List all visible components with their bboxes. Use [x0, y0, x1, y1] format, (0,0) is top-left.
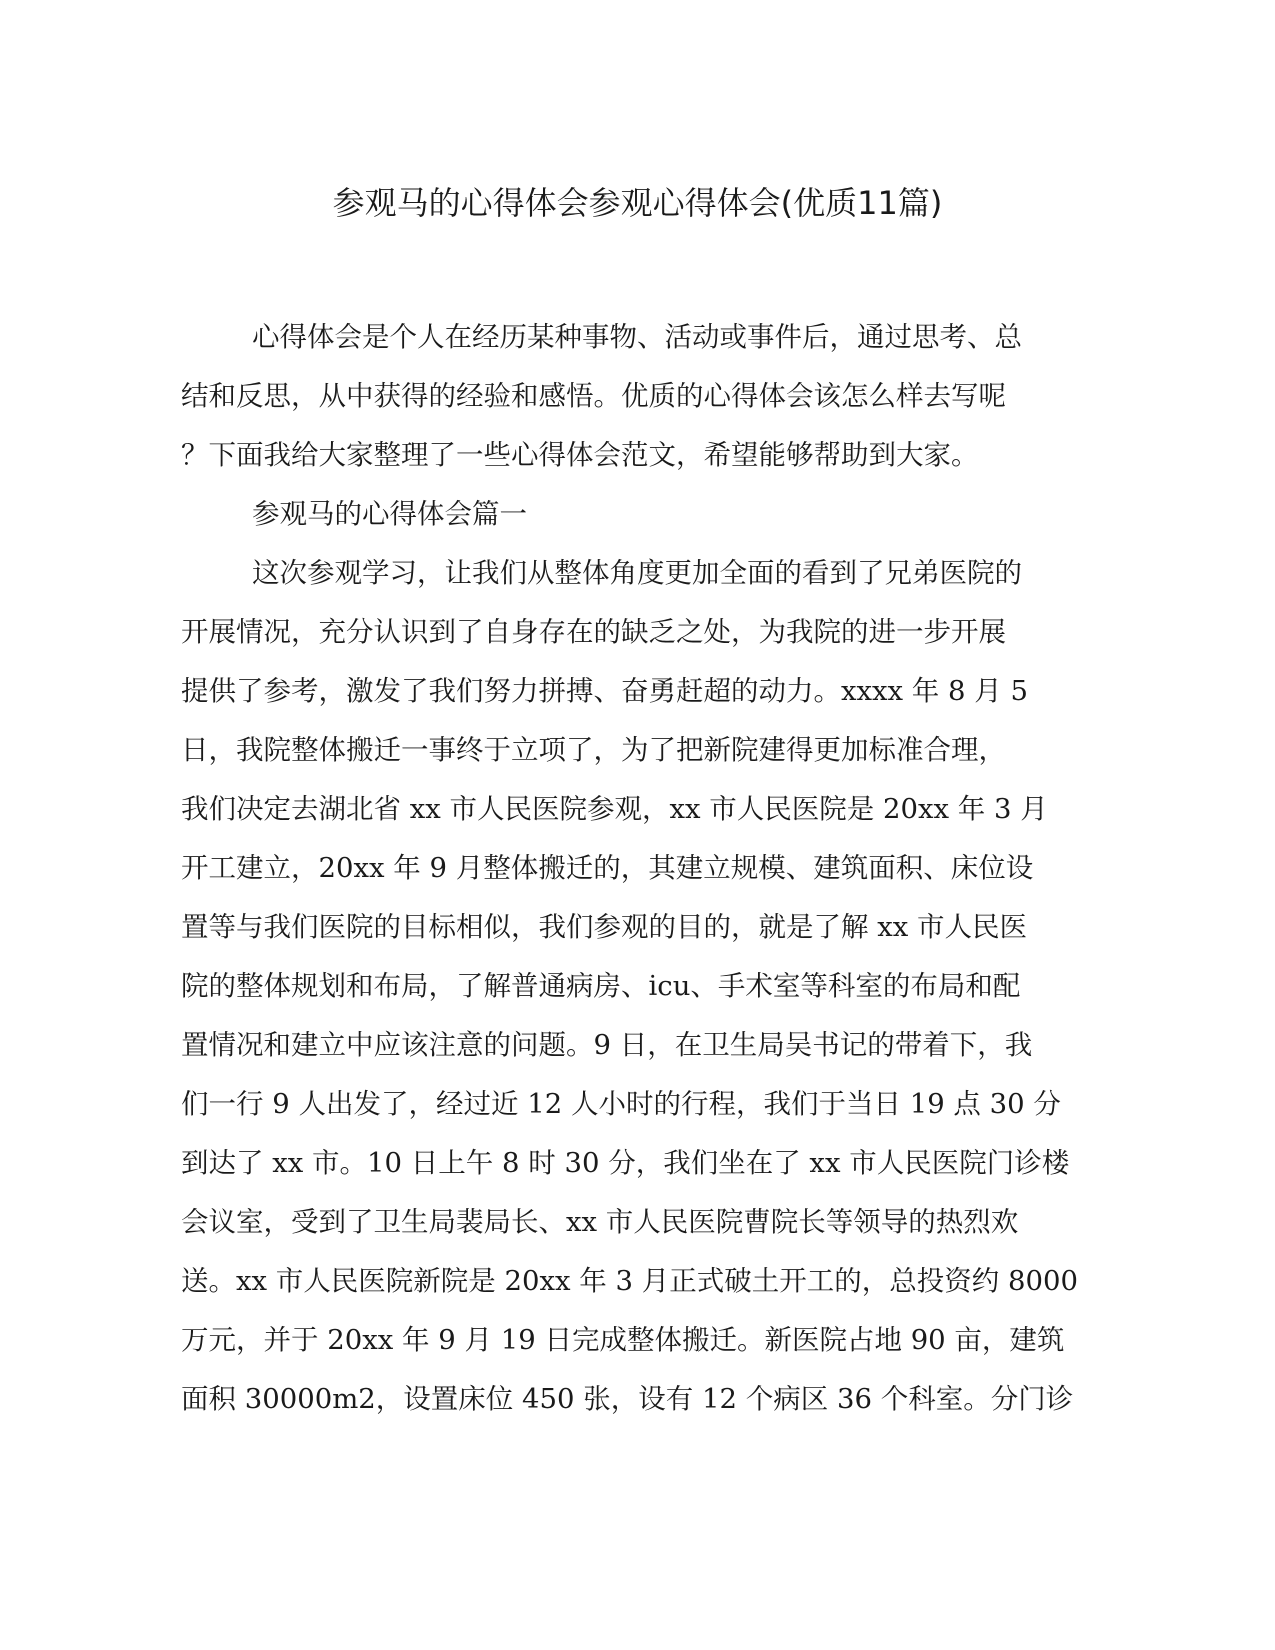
paragraph-line: 送。xx 市人民医院新院是 20xx 年 3 月正式破土开工的，总投资约 8000: [181, 1265, 1078, 1297]
paragraph-line: 开工建立，20xx 年 9 月整体搬迁的，其建立规模、建筑面积、床位设: [181, 852, 1034, 884]
paragraph-line: 我们决定去湖北省 xx 市人民医院参观，xx 市人民医院是 20xx 年 3 月: [181, 793, 1048, 825]
paragraph-line: 这次参观学习，让我们从整体角度更加全面的看到了兄弟医院的: [252, 557, 1022, 589]
paragraph-line: 院的整体规划和布局，了解普通病房、icu、手术室等科室的布局和配: [181, 970, 1021, 1002]
section-heading: 参观马的心得体会篇一: [252, 498, 527, 530]
paragraph-line: 到达了 xx 市。10 日上午 8 时 30 分，我们坐在了 xx 市人民医院门诊楼: [181, 1147, 1070, 1179]
paragraph-line: 开展情况，充分认识到了自身存在的缺乏之处，为我院的进一步开展: [181, 616, 1006, 648]
document-title: 参观马的心得体会参观心得体会(优质11篇): [332, 184, 943, 222]
paragraph-line: 日，我院整体搬迁一事终于立项了，为了把新院建得更加标准合理，: [181, 734, 1006, 766]
paragraph-line: 置情况和建立中应该注意的问题。9 日，在卫生局吴书记的带着下，我: [181, 1029, 1033, 1061]
paragraph-line: 会议室，受到了卫生局裴局长、xx 市人民医院曹院长等领导的热烈欢: [181, 1206, 1019, 1238]
paragraph-line: 万元，并于 20xx 年 9 月 19 日完成整体搬迁。新医院占地 90 亩，建筑: [181, 1324, 1065, 1356]
paragraph-line: 置等与我们医院的目标相似，我们参观的目的，就是了解 xx 市人民医: [181, 911, 1027, 943]
paragraph-line: 们一行 9 人出发了，经过近 12 人小时的行程，我们于当日 19 点 30 分: [181, 1088, 1061, 1120]
paragraph-line: ？下面我给大家整理了一些心得体会范文，希望能够帮助到大家。: [181, 439, 979, 471]
paragraph-line: 面积 30000m2，设置床位 450 张，设有 12 个病区 36 个科室。分门诊: [181, 1383, 1074, 1415]
paragraph-line: 心得体会是个人在经历某种事物、活动或事件后，通过思考、总: [252, 321, 1022, 353]
paragraph-line: 结和反思，从中获得的经验和感悟。优质的心得体会该怎么样去写呢: [181, 380, 1006, 412]
paragraph-line: 提供了参考，激发了我们努力拼搏、奋勇赶超的动力。xxxx 年 8 月 5: [181, 675, 1028, 707]
